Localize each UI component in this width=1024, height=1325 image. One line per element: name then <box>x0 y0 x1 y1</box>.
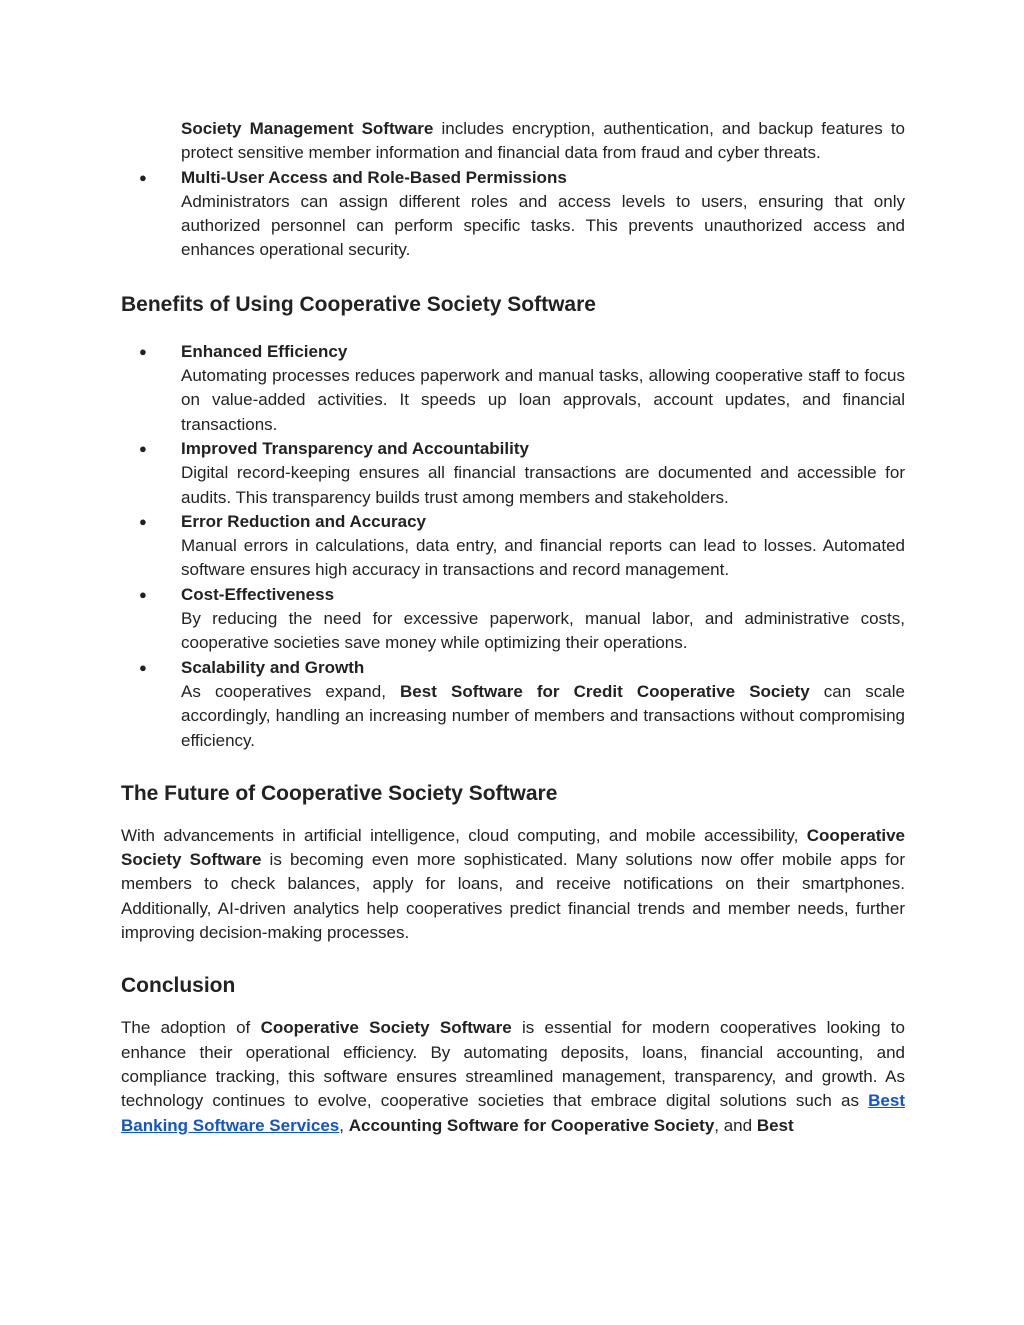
list-item-title: Improved Transparency and Accountability <box>181 438 529 458</box>
best-software-credit-bold: Best Software for Credit Cooperative Society <box>400 681 810 701</box>
separator: , and <box>714 1115 757 1135</box>
list-item-text <box>181 680 905 753</box>
separator: , <box>339 1115 349 1135</box>
society-management-software-bold: Society Management Software <box>181 119 434 138</box>
list-item-text: Digital record-keeping ensures all financial transactions are documented and accessible for audits. This transparency builds trust among members and stakeholders. <box>181 463 905 507</box>
future-heading: The Future of Cooperative Society Software <box>121 781 558 805</box>
future-paragraph <box>121 824 905 945</box>
list-item <box>139 340 905 437</box>
list-item-title: Cost-Effectiveness <box>181 584 335 604</box>
bullet-icon: ● <box>139 440 147 456</box>
scalability-text-before: As cooperatives expand, <box>181 681 401 701</box>
list-item-title: Scalability and Growth <box>181 657 365 677</box>
accounting-software-bold: Accounting Software for Cooperative Society <box>348 1115 715 1135</box>
conclusion-paragraph <box>121 1016 905 1137</box>
document-page <box>121 117 905 1138</box>
benefits-heading: Benefits of Using Cooperative Society Software <box>121 292 596 316</box>
list-item <box>139 583 905 656</box>
bullet-icon: ● <box>139 659 147 675</box>
list-item <box>139 510 905 583</box>
cooperative-society-software-bold: Cooperative Society Software <box>260 1018 512 1038</box>
cooperative-society-software-bold: Cooperative Society Software <box>121 825 905 870</box>
conclusion-text-mid: is essential for modern cooperatives looking to enhance their operational efficiency. By automating deposits, loans, financial accounting, and compliance tracking, this software ensures streamlined management, transparency, and growth. As technology continues to evolve, cooperative societies that embrace digital solutions such as <box>121 1018 905 1111</box>
security-continuation-text: includes encryption, authentication, and backup features to protect sensitive member information and financial data from fraud and cyber threats. <box>181 119 905 163</box>
list-item <box>139 656 905 753</box>
list-item-text: Administrators can assign different roles and access levels to users, ensuring that only authorized personnel can perform specific tasks. This prevents unauthorized access and enhances operational security. <box>181 191 905 260</box>
bullet-icon: ● <box>139 513 147 529</box>
conclusion-text-before: The adoption of <box>121 1018 261 1038</box>
list-item-title: Multi-User Access and Role-Based Permissions <box>181 167 567 187</box>
bullet-icon: ● <box>139 169 147 185</box>
benefits-list <box>121 340 905 753</box>
list-item-title: Enhanced Efficiency <box>181 341 348 361</box>
bullet-icon: ● <box>139 586 147 602</box>
best-banking-software-link[interactable]: Best Banking Software Services <box>121 1091 905 1135</box>
security-continuation-paragraph <box>181 117 905 166</box>
list-item-multi-user <box>139 166 905 263</box>
list-item-text: Manual errors in calculations, data entry, and financial reports can lead to losses. Automated software ensures high accuracy in transactions and record management. <box>181 536 905 580</box>
scalability-text-after: can scale accordingly, handling an increasing number of members and transactions without compromising efficiency. <box>181 681 905 750</box>
list-item-title: Error Reduction and Accuracy <box>181 511 426 531</box>
conclusion-heading: Conclusion <box>121 974 236 998</box>
list-item-text: Automating processes reduces paperwork and manual tasks, allowing cooperative staff to focus on value-added activities. It speeds up loan approvals, account updates, and financial transactions. <box>181 366 905 434</box>
bullet-icon: ● <box>139 343 147 359</box>
list-item-text: By reducing the need for excessive paperwork, manual labor, and administrative costs, cooperative societies save money while optimizing their operations. <box>181 609 905 653</box>
list-item <box>139 437 905 510</box>
future-text-before: With advancements in artificial intelligence, cloud computing, and mobile accessibility, <box>121 825 807 845</box>
future-text-after: is becoming even more sophisticated. Many solutions now offer mobile apps for members to check balances, apply for loans, and receive notifications on their smartphones. Additionally, AI-driven analytics help cooperatives predict financial trends and member needs, further improving decision-making processes. <box>121 850 905 943</box>
best-bold: Best <box>756 1115 794 1135</box>
